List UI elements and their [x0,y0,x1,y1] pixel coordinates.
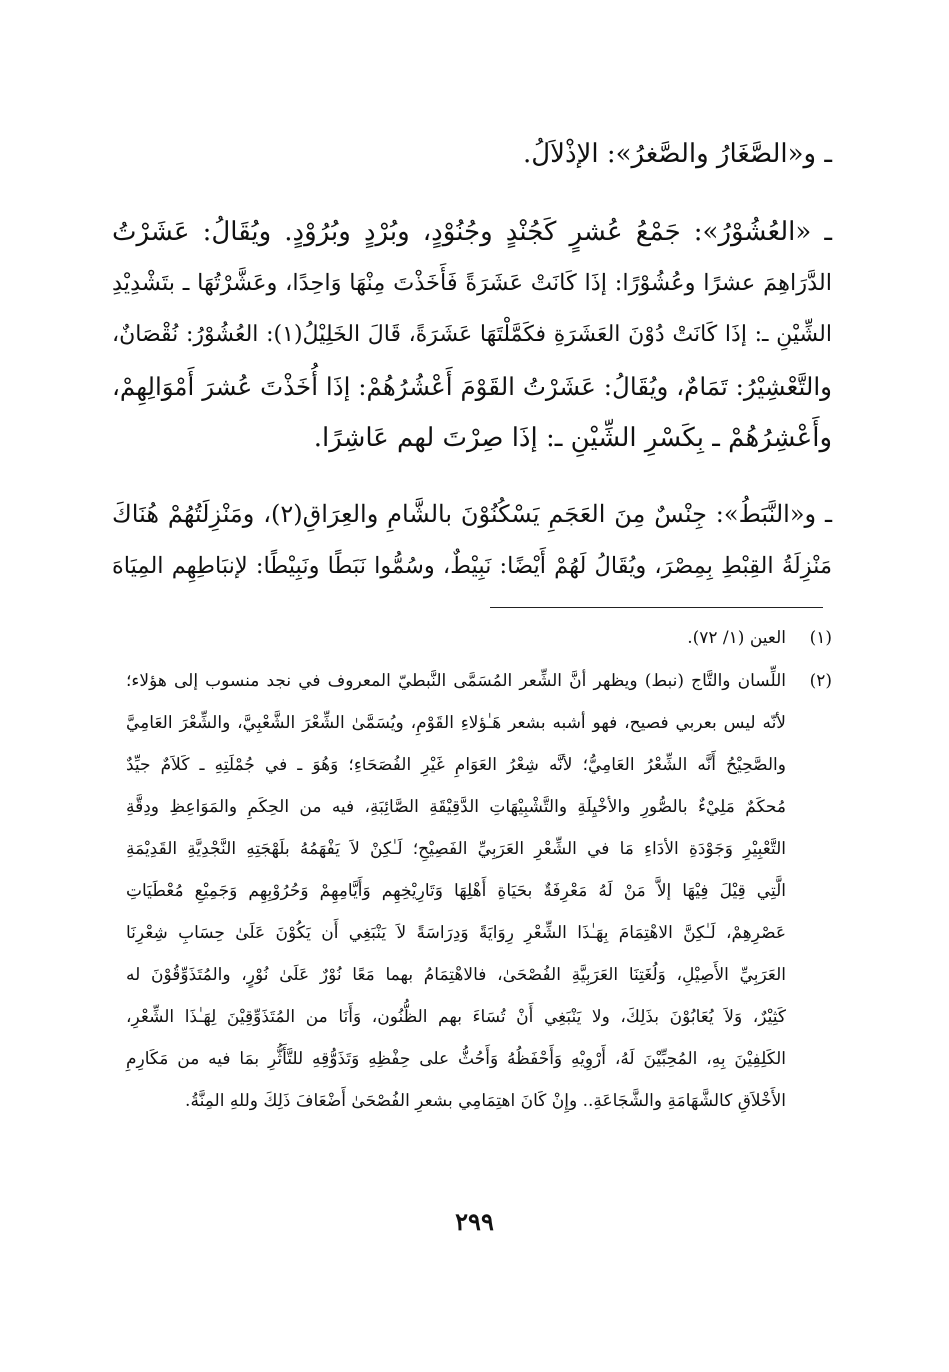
footnote-1-text: العين (١/ ٧٢). [687,628,786,648]
entry-saghar-line-1: ـ و«الصَّغَارُ والصَّغرُ»: الإذْلاَلُ. [522,139,832,169]
footnote-2-line: الكَلِفِيْنَ بِهِ، المُحِبِّيْنَ لَهُ، أَرْوِيْهِ وَأَحْفَظُهُ وَأَحُثُّ على حِفْظِهِ وَتَذَوُّقِهِ للتَّأَثُّرِ بمَا فيه من مَكَارِمِ [126,1049,786,1069]
footnote-2-line: لأنّه ليس بعربي فصيح، فهو أشبه بشعر هَـٰؤلاءِ القَوْمِ، ويُسَمَّىٰ الشِّعْرَ الشَّعْبِيَّ، والشِّعْرَ العَامِيَّ [126,713,786,733]
page-number: ٢٩٩ [455,1207,494,1236]
footnote-2-line: الَّتِي قِيْلَ فِيْهَا إلاَّ مَنْ لَهُ مَعْرِفَةٌ بحَيَاةِ أَهْلِهَا وَتَارِيْخِهِم وَأَيَّامِهِمْ وَحُرُوْبِهِم وَجَمِيْعِ مُعْطَيَاتِ [126,881,786,901]
footnote-divider [490,607,823,608]
footnote-2-line: العَرَبِيِّ الأَصِيْلِ، وَلُغَتِنَا العَرَبِيَّةِ الفُصْحَىٰ، فالاهْتِمَامُ بهما مَعًا نُوْرٌ عَلَىٰ نُوْرٍ، والمُتَذَوِّقُوْنَ له [126,965,786,985]
entry-nabat-line-1: ـ و«النَّبَطُ»: جِنْسٌ مِنَ العَجَمِ يَسْكُنُوْنَ بالشَّامِ والعِرَاقِ(٢)، ومَنْزِلَتُهُمْ هُنَاكَ [112,500,832,528]
entry-ushur-line-4: والتَّعْشِيْرُ: تَمَامٌ، ويُقَالُ: عَشَرْتُ القَوْمَ أَعْشُرُهُمْ: إذَا أُخَذْتَ عُشرَ أَمْوَالِهِمْ، [112,372,832,401]
footnote-2-number: (٢) [809,671,832,691]
footnote-2-line: كَثِيْرٌ، وَلاَ يُعَابُوْنَ بذَلِكَ، ولا يَنْبَغِي أَنْ تُسَاءَ بهم الظُّنُون، وَأَنَا من المُتَذَوِّقِيْنَ لِهَـٰذَا الشِّعْرِ، [126,1007,786,1027]
entry-ushur-line-2: الدَّرَاهِمَ عشرًا وعُشُوْرًا: إذَا كَانَتْ عَشَرَةً فَأَخَذْتَ مِنْهَا وَاحِدًا، وعَشَّرْتُهَا ـ بتَشْدِيْدِ [112,270,832,296]
footnote-2-line: اللِّسان والتَّاج (نبط) ويظهر أنَّ الشِّعر المُسَمَّى النَّبطيّ المعروف في نجد منسوب إلى هؤلاء؛ [126,671,786,691]
entry-ushur-line-5: وأَعْشِرُهُمْ ـ بِكَسْرِ الشِّيْنِ ـ: إذَا صِرْتَ لهم عَاشِرًا. [313,423,832,453]
footnote-2-line: التَّعْبِيْرِ وَجَوْدَةِ الأدَاءِ مَا في الشِّعْرِ العَرَبِيِّ الفَصِيْحِ؛ لَـٰكِنْ لاَ يَفْهَمُهُ بلَهْجَتِهِ النَّجْدِيَّةِ القَدِيْمَةِ [126,839,786,859]
footnote-1-number: (١) [809,628,832,648]
footnote-2-line: عَصْرِهِمْ، لَـٰكِنَّ الاهْتِمَامَ بِهَـٰذَا الشِّعْرِ رِوَايَةً وَدِرَاسَةً لاَ يَنْبَغِي أَن يَكُوْنَ عَلَىٰ حِسَابِ شِعْرِنَا [126,923,786,943]
footnote-2-line: الأَخْلاَقِ كالشَّهَامَةِ والشَّجَاعَةِ.. وإِنْ كَانَ اهتِمَامِي بشعرِ الفُصْحَىٰ أَضْعَافَ ذَلِكَ وللهِ المِنَّةُ. [185,1091,786,1111]
entry-nabat-line-2: مَنْزِلَةُ القِبْطِ بِمِصْرَ، ويُقَالُ لَهُمْ أَيْضًا: نَبِيْطٌ، وسُمُّوا نَبَطًا ونَبِيْطًا: لإنبَاطِهِم المِيَاهَ [112,553,832,579]
entry-ushur-line-1: ـ «العُشُوْرُ»: جَمْعُ عُشرٍ كَجُنْدٍ وجُنُوْدٍ، وبُرْدٍ وبُرُوْدٍ. ويُقَالُ: عَشَرْتُ [112,217,832,247]
entry-ushur-line-3: الشِّيْنِ ـ: إذَا كَانَتْ دُوْنَ العَشَرَةِ فكَمَّلْتَهَا عَشَرَةً، قَالَ الخَلِيْلُ(١): العُشُوْرُ: نُقْصَانٌ، [112,322,832,347]
footnote-2-line: والصَّحِيْحُ أَنَّه الشِّعْرُ العَامِيُّ؛ لأنَّه شِعْرُ العَوَامِ غَيْرِ الفُصَحَاءِ؛ وَهُوَ ـ في جُمْلَتِهِ ـ كَلاَمٌ جيِّدٌ [126,755,786,775]
footnote-2-line: مُحكَمٌ مَلِيْءٌ بالصُّورِ والأخْيِلَةِ والتَّشْبِيْهَاتِ الدَّقِيْقَةِ الصَّائِبَةِ، فيه من الحِكَمِ والمَوَاعِظِ ودِقَّةِ [126,797,786,817]
